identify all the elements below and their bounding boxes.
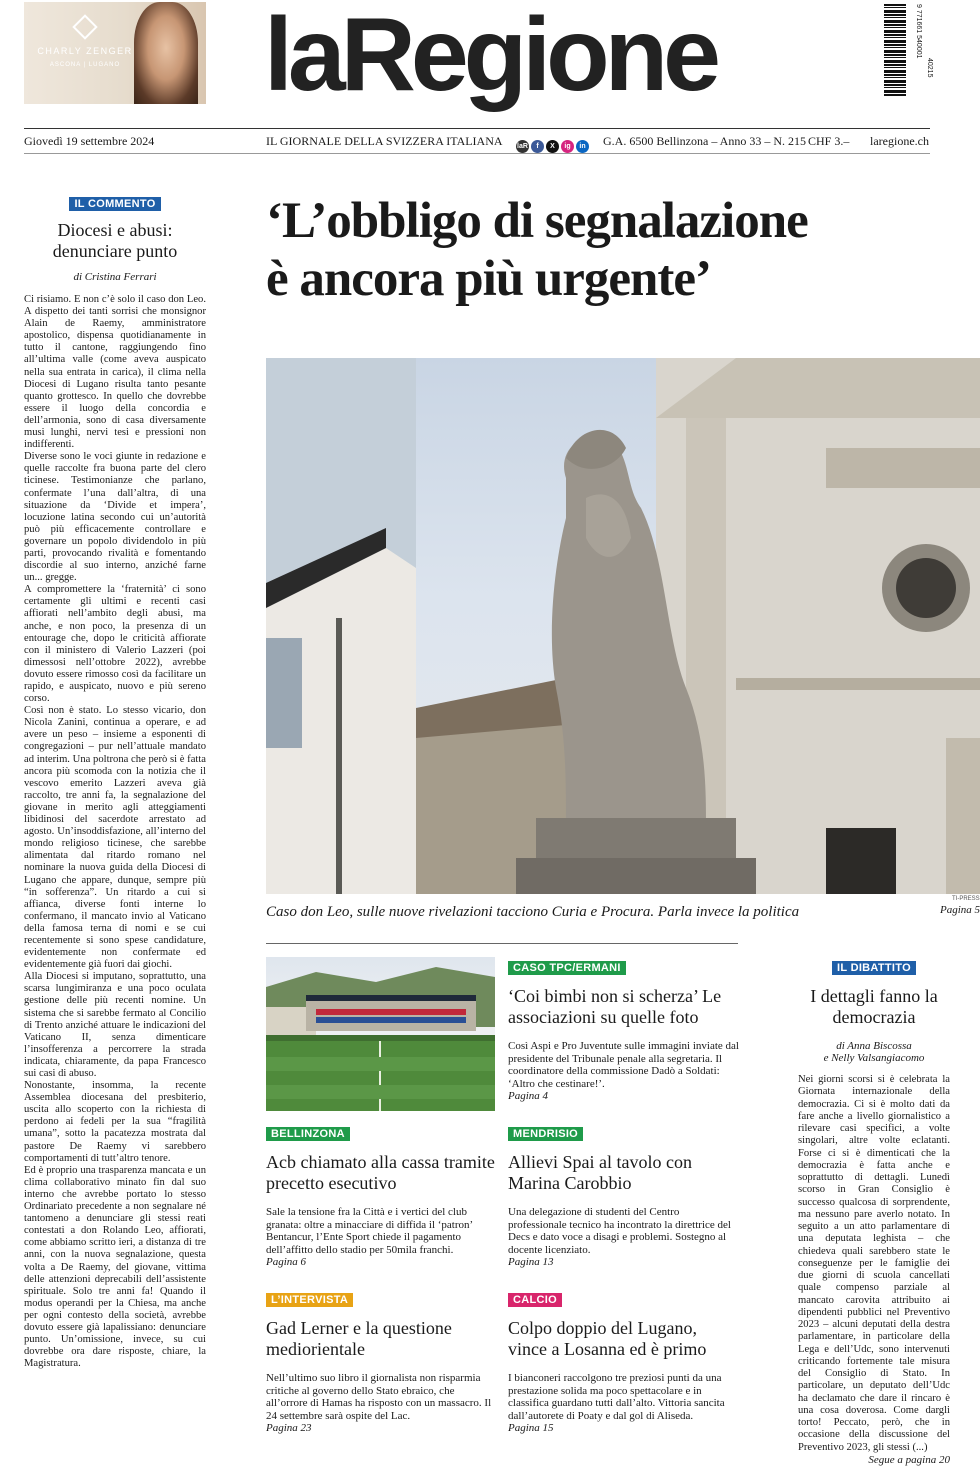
ad-brand-name: CHARLY ZENGER — [37, 46, 133, 56]
newspaper-logo[interactable]: laRegione — [264, 0, 716, 113]
commento-paragraph: A compromettere la ‘fraternità’ ci sono certamente gli ultimi e recenti casi affiorati nell’ambito degli abusi, ma anche, e non poco, la presenza di un entourage che, dopo le criticità affiorate con il ministero di Valerio Lazzeri (poi dimessosi nell’ottobre 2022), avrebbe dovuto essere rimosso così da facilitare un rapido, e auspicato, nuovo e più sereno corso. — [24, 584, 206, 705]
article-tpc — [508, 958, 740, 1102]
article-summary: Una delegazione di studenti del Centro professionale tecnico ha incontrato la direttrice del Decs e dato voce a disagi e problemi. Sostegno al docente licenziato. — [508, 1206, 731, 1256]
lead-photo[interactable] — [266, 358, 980, 894]
issue-date: Giovedì 19 settembre 2024 — [24, 134, 155, 148]
lead-headline-line: è ancora più urgente’ — [266, 251, 712, 307]
article-byline: di Anna Biscossa — [836, 1040, 912, 1052]
lead-page-ref[interactable]: Pagina 5 — [939, 904, 980, 916]
stadium-image — [266, 957, 495, 1111]
photo-credit: TI-PRESS — [952, 896, 980, 902]
article-summary: Sale la tensione fra la Città e i vertici del club granata: oltre a minacciare di diffida il ‘patron’ Bentancur, l’Ente Sport chiede il pagamento dell’affitto dello stadio per 50mila franchi. — [266, 1206, 473, 1256]
article-page-ref[interactable]: Pagina 15 — [508, 1422, 554, 1435]
article-tag: CALCIO — [508, 1293, 562, 1307]
barcode — [884, 4, 906, 96]
article-bellinzona — [266, 1124, 495, 1268]
article-title[interactable]: Colpo doppio del Lugano, vince a Losanna ed è primo — [508, 1318, 707, 1359]
brand-logo-icon — [72, 14, 97, 39]
lead-headline-line: ‘L’obbligo di segnalazione — [266, 193, 808, 249]
issue-code: 40215 — [926, 58, 933, 78]
article-mendrisio — [508, 1124, 740, 1268]
commento-paragraph: Così non è stato. Lo stesso vicario, don Nicola Zanini, continua a operare, e ad avere un peso – insieme a esponenti di congregazioni – pur nell’attuale mandato ad interim. Una poltrona che però si è fatta ancora più scomoda con la notizia che il vescovo emerito Lazzeri aveva già raccolto, tre anni fa, la segnalazione del giovane in merito agli atteggiamenti libidinosi del sacerdote arrestato ad agosto. Un’insoddisfazione, all’interno del mondo religioso ticinese, che sarebbe alimentata dal ritardo romano nel nominare la nuova guida della Diocesi di Lugano che appare, dunque, sempre più “in sofferenza”. Un ritardo a cui si affianca, diverse fonti interne lo confermano, il mancato invio al Vaticano della famosa terna di nomi e se cui recentemente si sono spese candidature, evidentemente non confermate ed evidentemente già fuori dai giochi. — [24, 705, 206, 971]
instagram-icon[interactable]: ig — [561, 140, 574, 153]
commento-paragraph: Alla Diocesi si imputano, soprattutto, una scarsa lungimiranza e una poco oculata gestione delle più recenti nomine. Un sistema che si sarebbe fermato al Concilio di Trento anziché attuare le indicazioni del Vaticano II, senza dimenticare l’insofferenza a percorrere la strada indicata, chiaramente, da papa Francesco sui casi di abuso. — [24, 971, 206, 1079]
commento-column — [24, 194, 206, 1370]
social-icons — [516, 140, 589, 153]
ad-brand-location: ASCONA | LUGANO — [49, 62, 121, 68]
commento-paragraph: Diverse sono le voci giunte in redazione e quelle raccolte fra buona parte del clero ticinese. Testimonianze che parlano, confermate l’una dall’altra, di una situazione da ‘Divide et impera’, locuzione latina secondo cui un’autorità può più efficacemente controllare e governare un popolo dividendolo in più parti, provocando rivalità e fomentando discordie al suo interno, anziché farne un... gregge. — [24, 451, 206, 584]
price: CHF 3.– — [808, 134, 850, 148]
ad-model-image — [134, 2, 198, 104]
lead-headline[interactable] — [266, 192, 980, 308]
article-summary: Nell’ultimo suo libro il giornalista non risparmia critiche al governo dello Stato ebraico, che all’orrore di Hamas ha risposto con un massacro. Il 24 settembre sarà ospite del Lac. — [266, 1372, 492, 1422]
article-tag: CASO TPC/ERMANI — [508, 961, 626, 975]
article-calcio — [508, 1290, 740, 1434]
commento-body — [24, 294, 206, 1370]
masthead-rule — [24, 128, 930, 129]
article-title[interactable]: I dettagli fanno la democrazia — [810, 986, 938, 1027]
article-tag: MENDRISIO — [508, 1127, 583, 1141]
article-page-ref[interactable]: Pagina 4 — [508, 1090, 549, 1103]
article-tag: L’INTERVISTA — [266, 1293, 353, 1307]
commento-paragraph: Ed è proprio una trasparenza mancata e un clima collaborativo minato fin dal suo interno che avrebbe portato lo stesso Ordinariato precedente a non segnalare né tantomeno a denunciare gli stessi reati contestati a don Rolando Leo, affiorati, come abbiamo scritto ieri, a distanza di tre anni, con la nuova segnalazione, questa volta a De Raemy, del giovane, vittima delle attenzioni deprecabili dell’assistente spirituale. Solo tre anni fa! Quando il modus operandi per la Chiesa, ma anche per ogni contesto della società, avrebbe dovuto essere già lapalissiano: denunciare punto. Un’omissione, invece, su cui dovrebbe ora dare risposte, chiare, la Magistratura. — [24, 1164, 206, 1370]
advertisement[interactable] — [24, 2, 206, 104]
article-summary: Così Aspi e Pro Juventute sulle immagini inviate dal presidente del Tribunale penale alla segretaria. Il coordinatore della commissione Dadò a Soldati: ‘Altro che cestinare!’. — [508, 1040, 739, 1090]
article-title[interactable]: Allievi Spai al tavolo con Marina Carobbio — [508, 1152, 692, 1193]
article-intervista — [266, 1290, 495, 1434]
x-icon[interactable]: X — [546, 140, 559, 153]
article-tag: IL DIBATTITO — [832, 961, 916, 975]
article-title[interactable]: Acb chiamato alla cassa tramite precetto esecutivo — [266, 1152, 495, 1193]
church-statue-image — [266, 358, 980, 894]
facebook-icon[interactable]: f — [531, 140, 544, 153]
article-byline: e Nelly Valsangiacomo — [823, 1052, 925, 1064]
barcode-number: 9 771661 540001 — [915, 4, 922, 59]
article-dibattito — [798, 958, 950, 1466]
article-tag: BELLINZONA — [266, 1127, 350, 1141]
commento-byline: di Cristina Ferrari — [73, 271, 157, 283]
laregione-icon[interactable]: laR — [516, 140, 529, 153]
article-page-ref[interactable]: Pagina 13 — [508, 1256, 554, 1269]
commento-paragraph: Nonostante, insomma, la recente Assemblea diocesana del presbiterio, uscita allo scoperto con la richiesta di perdono ai fedeli per la sua “fragilità umana”, sotto la pacatezza mostrata dal pastore De Raemy vi sarebbero comportamenti di tutt’altro tenore. — [24, 1080, 206, 1164]
article-page-ref[interactable]: Pagina 23 — [266, 1422, 312, 1435]
lead-caption[interactable]: Caso don Leo, sulle nuove rivelazioni tacciono Curia e Procura. Parla invece la politica — [266, 904, 800, 920]
commento-tag: IL COMMENTO — [69, 197, 160, 211]
article-page-ref[interactable]: Pagina 6 — [266, 1256, 307, 1269]
article-body: Nei giorni scorsi si è celebrata la Giornata internazionale della democrazia. Ci si è molto dati da fare anche a livello giornalistico a rilevare casi specifici, a volte singolari, altre volte eclatanti. Forse ci si è dimenticati che la democrazia è fatta anche e soprattutto di dettagli. Lunedì scorso in Gran Consiglio è successo qualcosa di sorprendente, ma nessuno pare averlo notato. In seguito a un atto parlamentare di una deputata leghista – che chiedeva quali sarebbero state le conseguenze per le famiglie dei due giorni di scuola cancellati quale compenso parziale al mancato carovita attribuito ai dipendenti pubblici nel Preventivo 2023 – alcuni deputati della destra parlamentare, in particolare della Lega e dell’Udc, sono intervenuti criticando fortemente tale misura del Consiglio di Stato. In particolare, un deputato dell’Udc ha declamato che dare il rincaro è una cosa doverosa. Come dargli torto! Peccato, però, che in occasione della discussione del Preventivo 2023, gli stessi (...) — [798, 1074, 950, 1453]
edition-info: G.A. 6500 Bellinzona – Anno 33 – N. 215 — [603, 134, 806, 148]
article-page-ref[interactable]: Segue a pagina 20 — [868, 1453, 950, 1466]
website-link[interactable]: laregione.ch — [870, 134, 929, 148]
commento-title[interactable]: Diocesi e abusi: denunciare punto — [52, 220, 178, 261]
stadium-photo[interactable] — [266, 957, 495, 1111]
article-title[interactable]: ‘Coi bimbi non si scherza’ Le associazioni su quelle foto — [508, 986, 722, 1027]
article-title[interactable]: Gad Lerner e la questione mediorientale — [266, 1318, 452, 1359]
masthead-bottom-rule — [24, 153, 930, 154]
article-summary: I bianconeri raccolgono tre preziosi punti da una prestazione solida ma poco spettacolare e in classifica guardano tutti dall’alto. Vittoria sancita dall’autorete di Poaty e dal gol di Aliseda. — [508, 1372, 725, 1422]
tagline: IL GIORNALE DELLA SVIZZERA ITALIANA — [266, 134, 503, 148]
commento-paragraph: Ci risiamo. E non c’è solo il caso don Leo. A dispetto dei tanti sorrisi che monsignor Alain de Raemy, amministratore apostolico, dispensa quotidianamente in tutto il cantone, raggiungendo fino all’ultima valle (come aveva auspicato nella sua entrata in carica), il clima nella Diocesi di Lugano risulta tanto pesante quanto grottesco. In quello che dovrebbe essere il luogo della concordia e dell’armonia, sono di casa diversamente musi lunghi, nervi tesi e pressioni non indifferenti. — [24, 294, 206, 451]
linkedin-icon[interactable]: in — [576, 140, 589, 153]
section-separator — [266, 943, 738, 944]
